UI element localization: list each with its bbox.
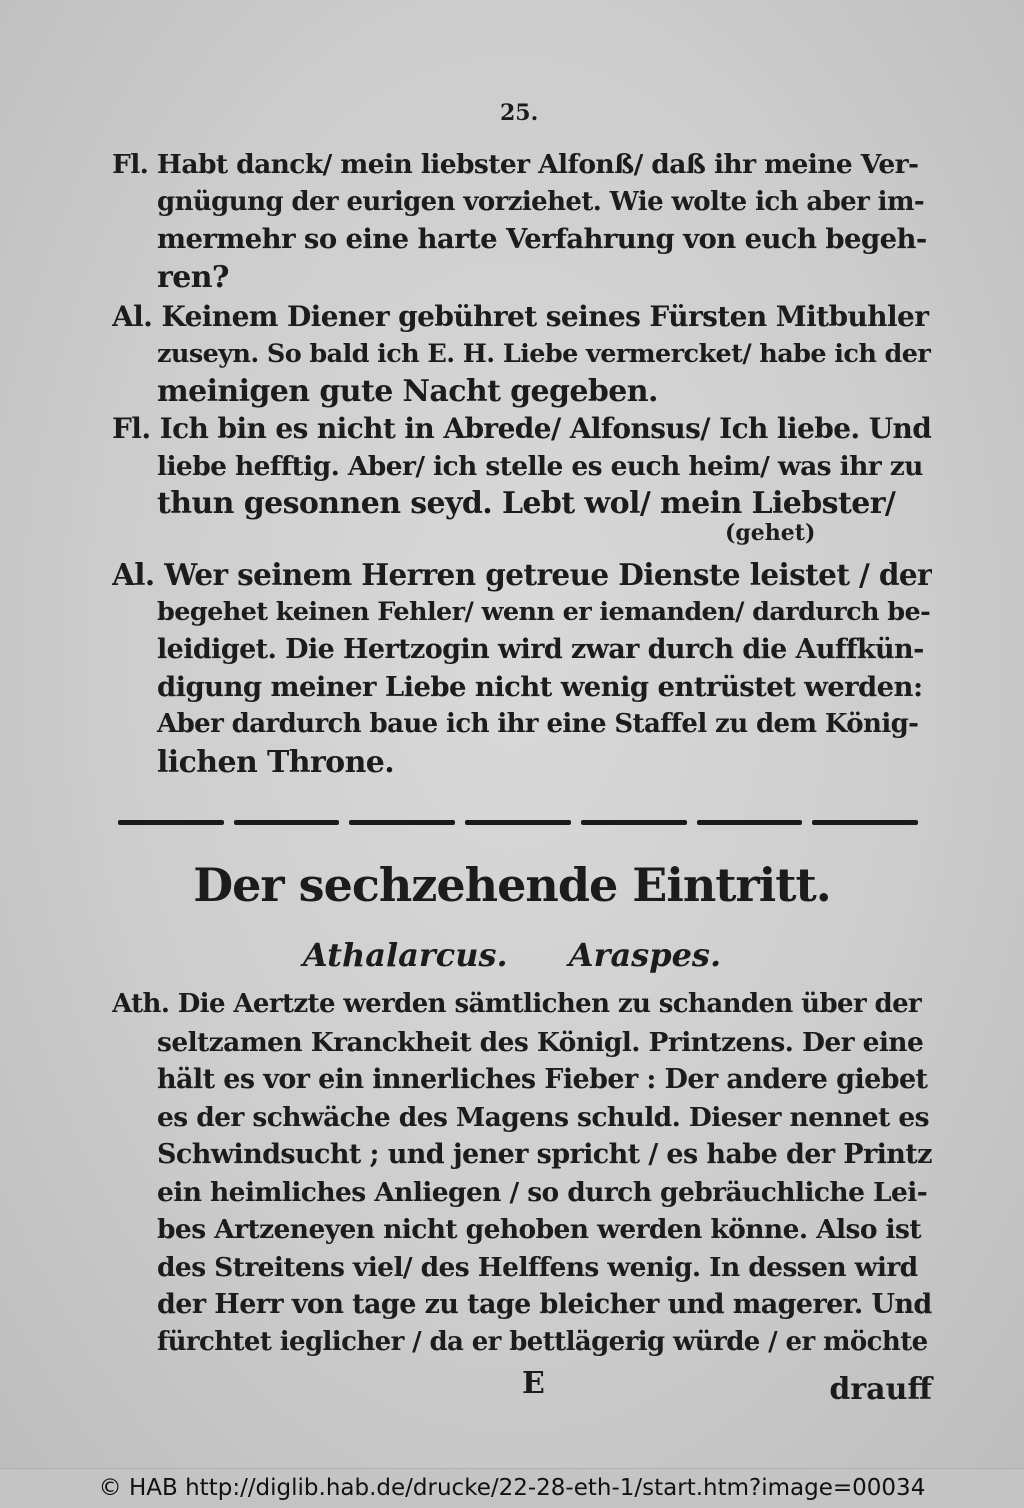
text-line: Fl. Habt danck/ mein liebster Alfonß/ daß ihr meine Ver- (112, 149, 919, 180)
text-line: begehet keinen Fehler/ wenn er iemanden/ dardurch be- (157, 596, 931, 627)
divider-rule (234, 820, 340, 825)
text-line: hält es vor ein innerliches Fieber : Der andere giebet (157, 1064, 928, 1095)
text-line: Al. Wer seinem Herren getreue Dienste leistet / der (112, 557, 932, 592)
speech-athalarcus (112, 986, 932, 1361)
divider-rule (465, 820, 571, 825)
text-line: meinigen gute Nacht gegeben. (157, 374, 658, 409)
text-line: es der schwäche des Magens schuld. Dieser nennet es (157, 1101, 929, 1133)
text-line: des Streitens viel/ des Helffens wenig. In dessen wird (157, 1251, 918, 1283)
text-line: seltzamen Kranckheit des Königl. Printzens. Der eine (157, 1026, 924, 1058)
stage-direction: (gehet) (725, 520, 816, 546)
scene-characters: Athalarcus. Araspes. (302, 936, 722, 974)
page-number: 25. (500, 100, 539, 126)
text-line: der Herr von tage zu tage bleicher und magerer. Und (157, 1289, 932, 1320)
text-line: zuseyn. So bald ich E. H. Liebe vermercket/ habe ich der (157, 338, 931, 369)
signature-mark: E (522, 1366, 545, 1401)
text-line: fürchtet ieglicher / da er bettlägerig würde / er möchte (157, 1326, 928, 1357)
speech-alfonsus-2 (112, 556, 932, 781)
scene-title: Der sechzehende Eintritt. (193, 858, 831, 912)
text-line: Al. Keinem Diener gebühret seines Fürsten Mitbuhler (112, 300, 929, 333)
text-line: gnügung der eurigen vorziehet. Wie wolte ich aber im- (157, 186, 925, 217)
text-line: mermehr so eine harte Verfahrung von euch begeh- (157, 223, 927, 255)
text-line: bes Artzeneyen nicht gehoben werden könne. Also ist (157, 1214, 921, 1245)
text-line: Ath. Die Aertzte werden sämtlichen zu schanden über der (112, 989, 922, 1019)
text-line: digung meiner Liebe nicht wenig entrüstet werden: (157, 670, 923, 703)
text-line: thun gesonnen seyd. Lebt wol/ mein Liebster/ (157, 486, 896, 521)
text-line: Fl. Ich bin es nicht in Abrede/ Alfonsus/ Ich liebe. Und (112, 412, 932, 445)
text-line: liebe hefftig. Aber/ ich stelle es euch heim/ was ihr zu (157, 450, 923, 482)
text-line: lichen Throne. (157, 744, 395, 780)
speech-flavia-2 (112, 410, 932, 523)
section-divider (118, 818, 918, 828)
text-line: ren? (157, 259, 229, 295)
divider-rule (581, 820, 687, 825)
text-line: Aber dardurch baue ich ihr eine Staffel zu dem König- (157, 709, 919, 739)
divider-rule (697, 820, 803, 825)
text-line: leidiget. Die Hertzogin wird zwar durch die Auffkün- (157, 634, 924, 665)
catchword: drauff (829, 1372, 932, 1407)
text-line: ein heimliches Anliegen / so durch gebräuchliche Lei- (157, 1176, 928, 1208)
page-foot (112, 1366, 932, 1406)
speech-flavia-1 (112, 146, 932, 296)
speech-alfonsus-1 (112, 298, 932, 411)
divider-rule (118, 820, 224, 825)
divider-rule (349, 820, 455, 825)
divider-rule (812, 820, 918, 825)
copyright-footer: © HAB http://diglib.hab.de/drucke/22-28-eth-1/start.htm?image=00034 (0, 1468, 1024, 1508)
text-line: Schwindsucht ; und jener spricht / es habe der Printz (157, 1139, 932, 1170)
